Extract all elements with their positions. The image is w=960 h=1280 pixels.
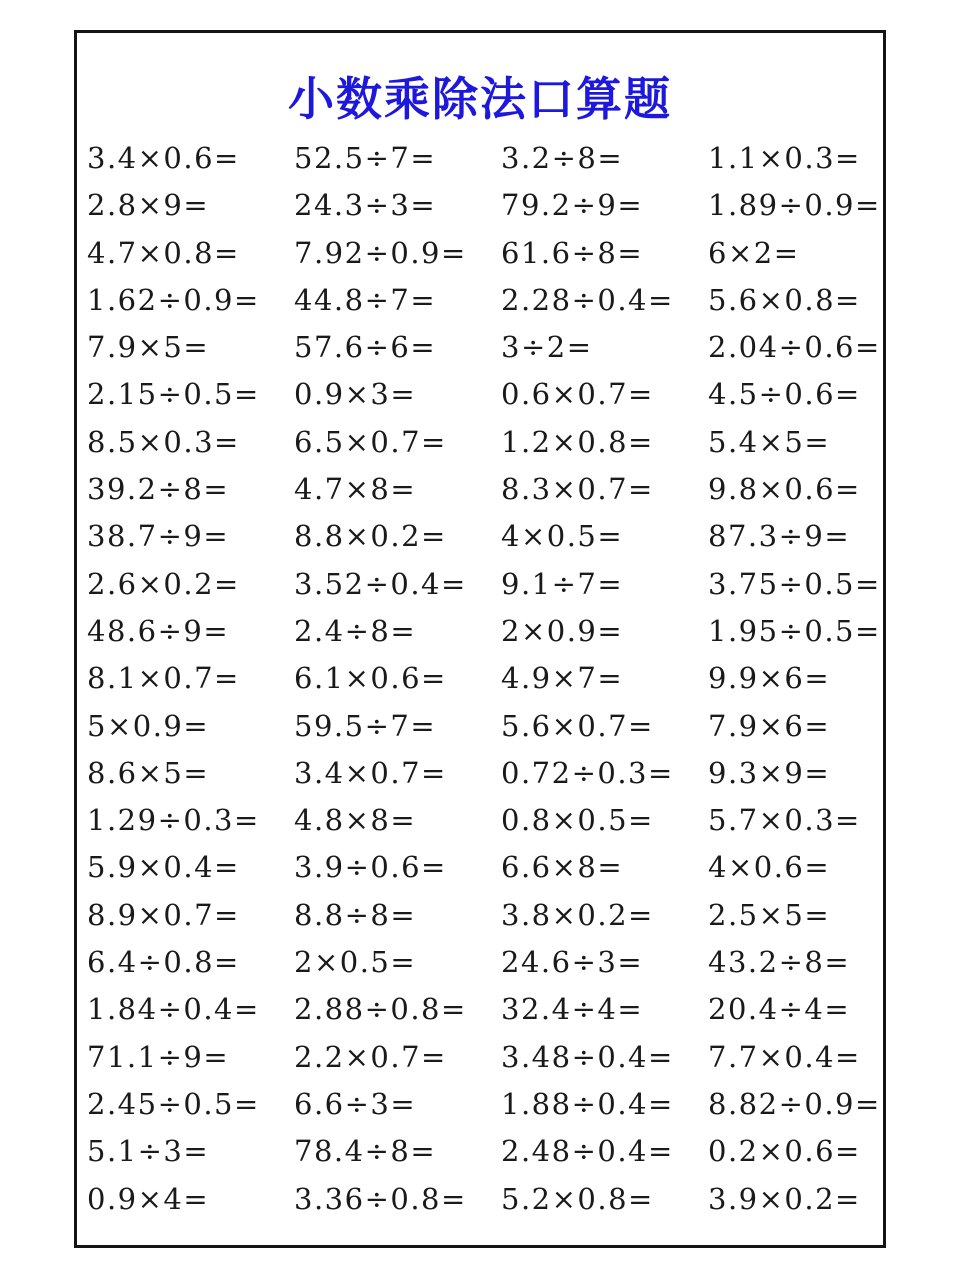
problem-cell: 5.9×0.4= (87, 850, 240, 885)
problem-cell: 2.28÷0.4= (501, 282, 674, 317)
problem-cell: 1.29÷0.3= (87, 803, 260, 838)
problem-cell: 1.1×0.3= (708, 141, 861, 175)
problem-cell: 6×2= (708, 235, 800, 270)
problem-cell: 5.6×0.8= (708, 282, 861, 317)
problem-cell: 4.7×8= (294, 472, 417, 507)
problem-cell: 3.4×0.7= (294, 755, 447, 790)
problem-cell: 87.3÷9= (708, 519, 851, 554)
problem-cell: 8.8×0.2= (294, 519, 447, 554)
problem-cell: 44.8÷7= (294, 282, 437, 317)
problem-cell: 4.7×0.8= (87, 235, 240, 270)
problem-cell: 8.9×0.7= (87, 897, 240, 932)
problem-cell: 5.2×0.8= (501, 1181, 654, 1216)
problem-cell: 6.5×0.7= (294, 424, 447, 459)
problem-cell: 3.75÷0.5= (708, 566, 881, 601)
problem-cell: 8.5×0.3= (87, 424, 240, 459)
problem-cell: 8.6×5= (87, 755, 210, 790)
problem-cell: 1.88÷0.4= (501, 1086, 674, 1121)
problem-cell: 2.04÷0.6= (708, 330, 881, 365)
problem-cell: 8.1×0.7= (87, 661, 240, 696)
problem-cell: 3.36÷0.8= (294, 1181, 467, 1216)
problem-cell: 78.4÷8= (294, 1134, 437, 1169)
problem-cell: 9.8×0.6= (708, 472, 861, 507)
problem-cell: 3.9×0.2= (708, 1181, 861, 1216)
problem-cell: 2.2×0.7= (294, 1039, 447, 1074)
problem-cell: 5.7×0.3= (708, 803, 861, 838)
problem-cell: 48.6÷9= (87, 613, 230, 648)
problem-cell: 1.62÷0.9= (87, 282, 260, 317)
problem-cell: 0.9×3= (294, 377, 417, 412)
problem-cell: 2×0.9= (501, 613, 624, 648)
problem-cell: 4.8×8= (294, 803, 417, 838)
problem-cell: 20.4÷4= (708, 992, 851, 1027)
problem-cell: 3.9÷0.6= (294, 850, 447, 885)
problem-cell: 2.88÷0.8= (294, 992, 467, 1027)
problem-cell: 5.4×5= (708, 424, 831, 459)
problem-cell: 9.1÷7= (501, 566, 624, 601)
problem-cell: 1.2×0.8= (501, 424, 654, 459)
problem-cell: 43.2÷8= (708, 945, 851, 980)
problem-cell: 3.48÷0.4= (501, 1039, 674, 1074)
problem-cell: 8.8÷8= (294, 897, 417, 932)
problem-cell: 0.2×0.6= (708, 1134, 861, 1169)
problem-cell: 24.6÷3= (501, 945, 644, 980)
problem-cell: 8.3×0.7= (501, 472, 654, 507)
problem-cell: 71.1÷9= (87, 1039, 230, 1074)
problem-cell: 4.5÷0.6= (708, 377, 861, 412)
problem-cell: 3.4×0.6= (87, 141, 240, 175)
problem-cell: 7.9×5= (87, 330, 210, 365)
problem-cell: 1.89÷0.9= (708, 188, 881, 223)
problem-cell: 5.6×0.7= (501, 708, 654, 743)
problem-cell: 2.4÷8= (294, 613, 417, 648)
problem-cell: 39.2÷8= (87, 472, 230, 507)
problem-cell: 7.9×6= (708, 708, 831, 743)
problem-cell: 0.8×0.5= (501, 803, 654, 838)
problem-cell: 7.7×0.4= (708, 1039, 861, 1074)
problem-cell: 6.6×8= (501, 850, 624, 885)
problem-cell: 61.6÷8= (501, 235, 644, 270)
problem-cell: 32.4÷4= (501, 992, 644, 1027)
problem-cell: 0.6×0.7= (501, 377, 654, 412)
problem-cell: 1.95÷0.5= (708, 613, 881, 648)
problem-cell: 79.2÷9= (501, 188, 644, 223)
problem-cell: 6.4÷0.8= (87, 945, 240, 980)
problem-cell: 3.52÷0.4= (294, 566, 467, 601)
problem-cell: 4×0.6= (708, 850, 831, 885)
problem-cell: 1.84÷0.4= (87, 992, 260, 1027)
problem-cell: 8.82÷0.9= (708, 1086, 881, 1121)
problem-cell: 6.6÷3= (294, 1086, 417, 1121)
problem-cell: 9.3×9= (708, 755, 831, 790)
problem-cell: 2.8×9= (87, 188, 210, 223)
problem-cell: 5.1÷3= (87, 1134, 210, 1169)
problem-cell: 52.5÷7= (294, 141, 437, 175)
problem-cell: 4.9×7= (501, 661, 624, 696)
problem-cell: 2.15÷0.5= (87, 377, 260, 412)
problem-cell: 3.8×0.2= (501, 897, 654, 932)
problems-grid (77, 133, 883, 1223)
page-title: 小数乘除法口算题 (288, 72, 672, 126)
problem-cell: 2×0.5= (294, 945, 417, 980)
problem-cell: 2.48÷0.4= (501, 1134, 674, 1169)
problem-cell: 6.1×0.6= (294, 661, 447, 696)
problem-cell: 24.3÷3= (294, 188, 437, 223)
problem-cell: 0.9×4= (87, 1181, 210, 1216)
problem-cell: 59.5÷7= (294, 708, 437, 743)
problem-cell: 7.92÷0.9= (294, 235, 467, 270)
problem-cell: 5×0.9= (87, 708, 210, 743)
problem-cell: 38.7÷9= (87, 519, 230, 554)
problem-cell: 2.6×0.2= (87, 566, 240, 601)
problem-cell: 3.2÷8= (501, 141, 624, 175)
problem-cell: 4×0.5= (501, 519, 624, 554)
problem-cell: 2.5×5= (708, 897, 831, 932)
problem-cell: 9.9×6= (708, 661, 831, 696)
problem-cell: 0.72÷0.3= (501, 755, 674, 790)
worksheet-page (74, 30, 886, 1248)
problem-cell: 57.6÷6= (294, 330, 437, 365)
problem-cell: 3÷2= (501, 330, 593, 365)
problem-cell: 2.45÷0.5= (87, 1086, 260, 1121)
